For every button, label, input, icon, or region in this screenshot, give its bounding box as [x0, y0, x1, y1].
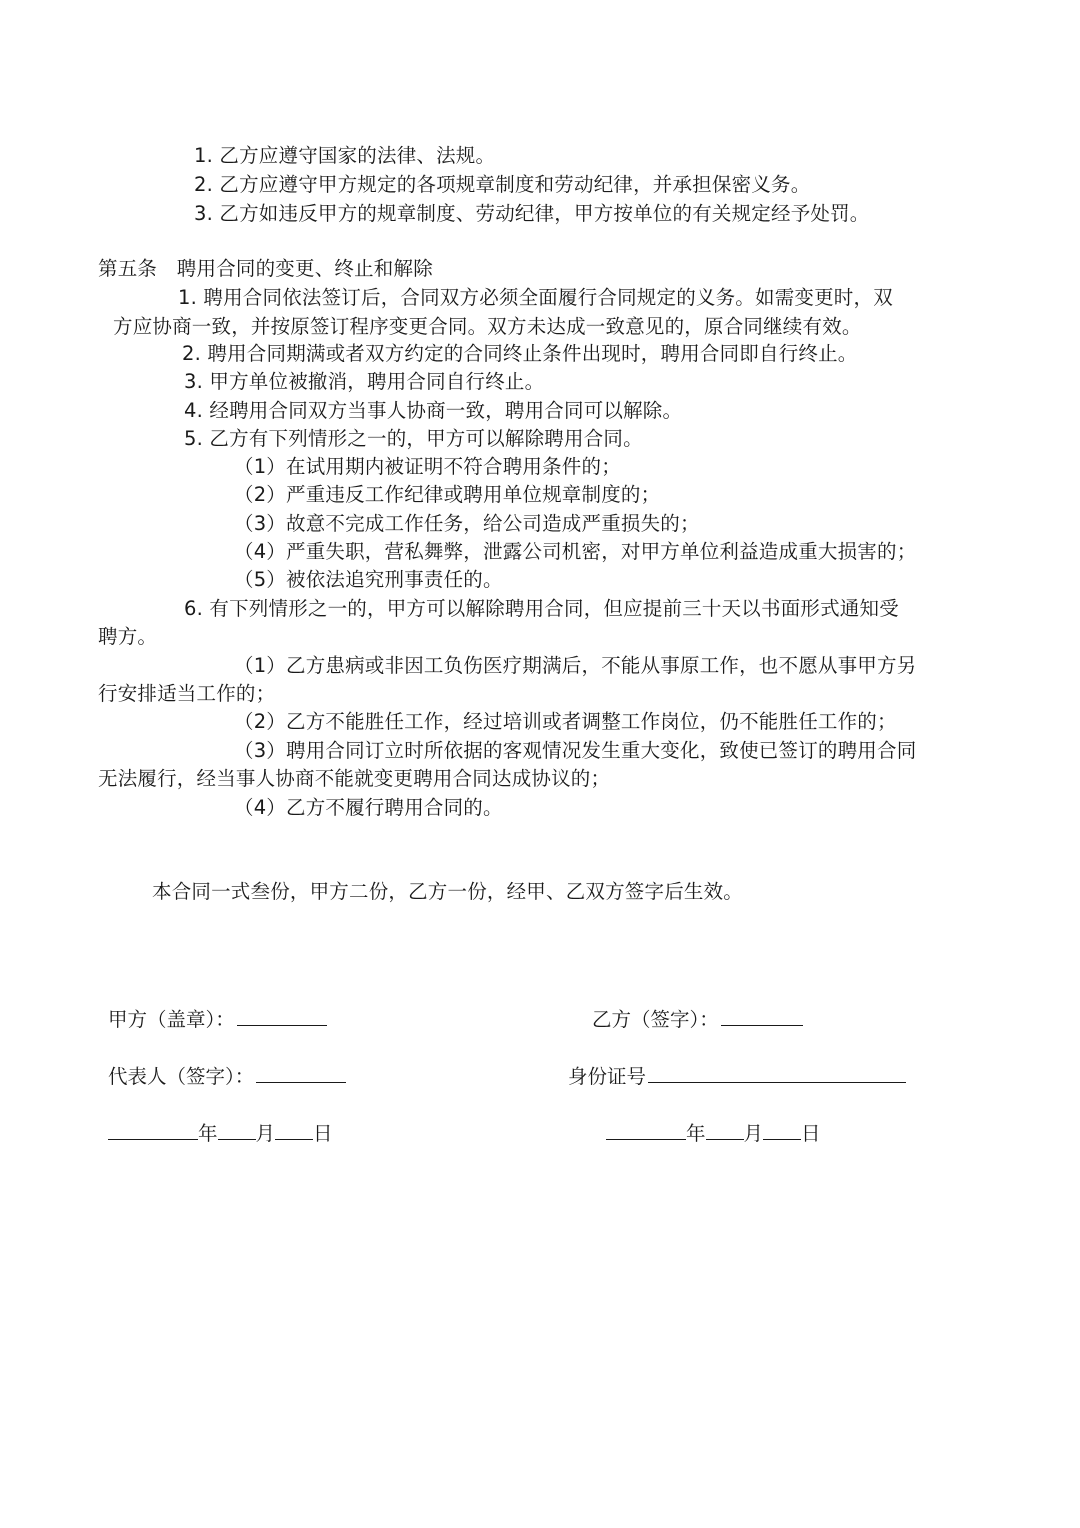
party-b-sign-field	[592, 1005, 803, 1034]
effectiveness-statement: 本合同一式叁份，甲方二份，乙方一份，经甲、乙双方签字后生效。	[152, 880, 744, 903]
day-blank	[275, 1119, 313, 1140]
party-a-seal-blank	[237, 1005, 327, 1026]
sub-clause-line: （3）聘用合同订立时所依据的客观情况发生重大变化，致使已签订的聘用合同	[234, 739, 917, 762]
sub-clause-line: （5）被依法追究刑事责任的。	[234, 568, 503, 591]
month-blank	[218, 1119, 256, 1140]
clause-line: 6. 有下列情形之一的，甲方可以解除聘用合同，但应提前三十天以书面形式通知受	[184, 597, 899, 620]
year-label: 年	[198, 1122, 218, 1145]
clause-line: 4. 经聘用合同双方当事人协商一致，聘用合同可以解除。	[184, 399, 683, 422]
month-blank	[706, 1119, 744, 1140]
id-number-label: 身份证号	[568, 1065, 647, 1088]
clause-line: 1. 聘用合同依法签订后，合同双方必须全面履行合同规定的义务。如需变更时，双	[178, 286, 893, 309]
clause-line: 2. 聘用合同期满或者双方约定的合同终止条件出现时，聘用合同即自行终止。	[182, 342, 858, 365]
article-heading: 第五条 聘用合同的变更、终止和解除	[98, 257, 433, 280]
representative-sign-blank	[256, 1062, 346, 1083]
sub-clause-line: 无法履行，经当事人协商不能就变更聘用合同达成协议的；	[98, 767, 611, 790]
party-b-sign-label: 乙方（签字）：	[592, 1008, 719, 1031]
sub-clause-line: （3）故意不完成工作任务，给公司造成严重损失的；	[234, 512, 700, 535]
clause-line: 1. 乙方应遵守国家的法律、法规。	[194, 144, 496, 167]
day-label: 日	[801, 1122, 821, 1145]
party-b-sign-blank	[721, 1005, 803, 1026]
year-blank	[606, 1119, 686, 1140]
party-a-date-field	[108, 1119, 333, 1148]
month-label: 月	[743, 1122, 764, 1145]
id-number-blank	[648, 1062, 906, 1083]
party-a-seal-field	[108, 1005, 327, 1034]
sub-clause-line: （2）严重违反工作纪律或聘用单位规章制度的；	[234, 483, 661, 506]
sub-clause-line: 行安排适当工作的；	[98, 682, 276, 705]
year-label: 年	[686, 1122, 706, 1145]
sub-clause-line: （1）乙方患病或非因工负伤医疗期满后，不能从事原工作，也不愿从事甲方另	[234, 654, 917, 677]
year-blank	[108, 1119, 198, 1140]
sub-clause-line: （4）乙方不履行聘用合同的。	[234, 796, 503, 819]
clause-line: 3. 乙方如违反甲方的规章制度、劳动纪律，甲方按单位的有关规定经予处罚。	[194, 202, 870, 225]
party-a-seal-label: 甲方（盖章）：	[108, 1008, 235, 1031]
clause-line: 聘方。	[98, 625, 158, 648]
clause-line: 2. 乙方应遵守甲方规定的各项规章制度和劳动纪律，并承担保密义务。	[194, 173, 811, 196]
clause-line: 方应协商一致，并按原签订程序变更合同。双方未达成一致意见的，原合同继续有效。	[113, 315, 862, 338]
day-blank	[763, 1119, 801, 1140]
party-b-date-field	[606, 1119, 821, 1148]
representative-sign-field	[108, 1062, 346, 1091]
month-label: 月	[255, 1122, 276, 1145]
clause-line: 3. 甲方单位被撤消，聘用合同自行终止。	[184, 370, 545, 393]
sub-clause-line: （2）乙方不能胜任工作，经过培训或者调整工作岗位，仍不能胜任工作的；	[234, 710, 897, 733]
clause-line: 5. 乙方有下列情形之一的，甲方可以解除聘用合同。	[184, 427, 643, 450]
sub-clause-line: （1）在试用期内被证明不符合聘用条件的；	[234, 455, 621, 478]
day-label: 日	[313, 1122, 333, 1145]
id-number-field	[568, 1062, 906, 1091]
sub-clause-line: （4）严重失职，营私舞弊，泄露公司机密，对甲方单位利益造成重大损害的；	[234, 540, 917, 563]
representative-sign-label: 代表人（签字）：	[108, 1065, 255, 1088]
